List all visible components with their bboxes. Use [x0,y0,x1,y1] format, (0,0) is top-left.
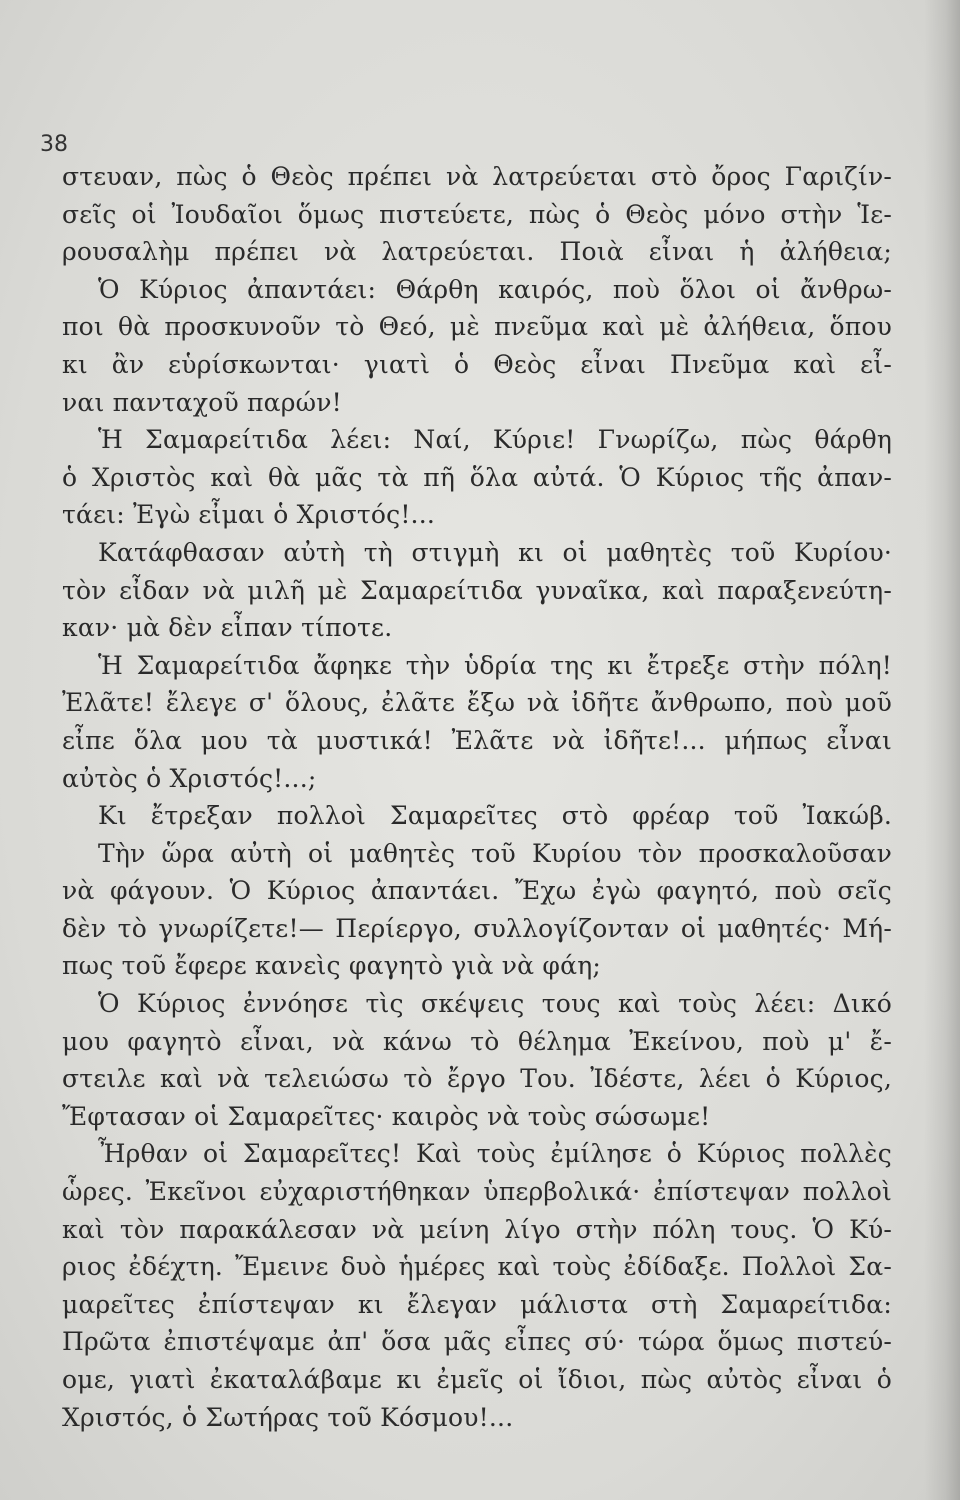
text-line: δὲν τὸ γνωρίζετε!— Περίεργο, συλλογίζονταν οἱ μαθητές· Μή- [62,913,892,943]
text-line: Ἡ Σαμαρείτιδα ἄφηκε τὴν ὑδρία της κι ἔτρεξε στὴν πόλη! [98,650,892,680]
text-line: Πρῶτα ἐπιστέψαμε ἀπ' ὅσα μᾶς εἶπες σύ· τώρα ὅμως πιστεύ- [62,1327,892,1357]
text-line: αὐτὸς ὁ Χριστός!...; [62,763,317,793]
text-line: ναι πανταχοῦ παρών! [62,387,342,417]
text-line: τὸν εἶδαν νὰ μιλῆ μὲ Σαμαρείτιδα γυναῖκα, καὶ παραξενεύτη- [62,575,892,605]
text-line: κι ἂν εὑρίσκωνται· γιατὶ ὁ Θεὸς εἶναι Πνεῦμα καὶ εἶ- [62,349,892,379]
text-line: ομε, γιατὶ ἐκαταλάβαμε κι ἐμεῖς οἱ ἴδιοι, πὼς αὐτὸς εἶναι ὁ [62,1365,892,1394]
page-edge-shadow [924,0,960,1500]
text-line: πως τοῦ ἔφερε κανεὶς φαγητὸ γιὰ νὰ φάη; [62,951,601,981]
text-line: σεῖς οἱ Ἰουδαῖοι ὅμως πιστεύετε, πὼς ὁ Θεὸς μόνο στὴν Ἱε- [62,199,892,229]
text-line: ὁ Χριστὸς καὶ θὰ μᾶς τὰ πῆ ὅλα αὐτά. Ὁ Κύριος τῆς ἀπαν- [62,462,892,492]
text-line: Ἦρθαν οἱ Σαμαρεῖτες! Καὶ τοὺς ἐμίλησε ὁ Κύριος πολλὲς [98,1139,892,1169]
text-line: νὰ φάγουν. Ὁ Κύριος ἀπαντάει. Ἔχω ἐγὼ φαγητό, ποὺ σεῖς [62,876,892,906]
text-line: Ὁ Κύριος ἐννόησε τὶς σκέψεις τους καὶ τοὺς λέει: Δικό [98,989,892,1019]
text-line: Ὁ Κύριος ἀπαντάει: Θάρθη καιρός, ποὺ ὅλοι οἱ ἄνθρω- [98,274,892,304]
text-line: τάει: Ἐγὼ εἶμαι ὁ Χριστός!... [62,500,435,530]
text-line: ριος ἐδέχτη. Ἔμεινε δυὸ ἡμέρες καὶ τοὺς ἐδίδαξε. Πολλοὶ Σα- [62,1252,892,1282]
text-line: μου φαγητὸ εἶναι, νὰ κάνω τὸ θέλημα Ἐκείνου, ποὺ μ' ἔ- [62,1026,892,1056]
text-line: Ἡ Σαμαρείτιδα λέει: Ναί, Κύριε! Γνωρίζω, πὼς θάρθη [98,425,892,455]
page-number: 38 [40,132,68,157]
text-line: στευαν, πὼς ὁ Θεὸς πρέπει νὰ λατρεύεται στὸ ὄρος Γαριζίν- [62,162,892,191]
text-line: Κι ἔτρεξαν πολλοὶ Σαμαρεῖτες στὸ φρέαρ τοῦ Ἰακώβ. [98,801,892,831]
text-line: καν· μὰ δὲν εἶπαν τίποτε. [62,613,393,643]
text-line: στειλε καὶ νὰ τελειώσω τὸ ἔργο Του. Ἰδέστε, λέει ὁ Κύριος, [62,1064,892,1094]
text-line: Ἐλᾶτε! ἔλεγε σ' ὅλους, ἐλᾶτε ἔξω νὰ ἰδῆτε ἄνθρωπο, ποὺ μοῦ [62,688,892,718]
text-line: μαρεῖτες ἐπίστεψαν κι ἔλεγαν μάλιστα στὴ Σαμαρείτιδα: [62,1289,892,1319]
text-line: εἶπε ὅλα μου τὰ μυστικά! Ἐλᾶτε νὰ ἰδῆτε!... μήπως εἶναι [62,725,892,755]
text-line: Ἔφτασαν οἱ Σαμαρεῖτες· καιρὸς νὰ τοὺς σώσωμε! [62,1101,711,1131]
text-line: Τὴν ὥρα αὐτὴ οἱ μαθητὲς τοῦ Κυρίου τὸν προσκαλοῦσαν [98,838,892,868]
text-line: καὶ τὸν παρακάλεσαν νὰ μείνη λίγο στὴν πόλη τους. Ὁ Κύ- [62,1214,892,1244]
text-line: ρουσαλὴμ πρέπει νὰ λατρεύεται. Ποιὰ εἶναι ἡ ἀλήθεια; [62,237,892,267]
body-text [62,158,892,1436]
text-line: Κατάφθασαν αὐτὴ τὴ στιγμὴ κι οἱ μαθητὲς τοῦ Κυρίου· [98,537,892,567]
text-line: ποι θὰ προσκυνοῦν τὸ Θεό, μὲ πνεῦμα καὶ μὲ ἀλήθεια, ὅπου [62,312,892,342]
text-line: Χριστός, ὁ Σωτήρας τοῦ Κόσμου!... [62,1402,514,1432]
text-line: ὧρες. Ἐκεῖνοι εὐχαριστήθηκαν ὑπερβολικά· ἐπίστεψαν πολλοὶ [62,1177,892,1207]
